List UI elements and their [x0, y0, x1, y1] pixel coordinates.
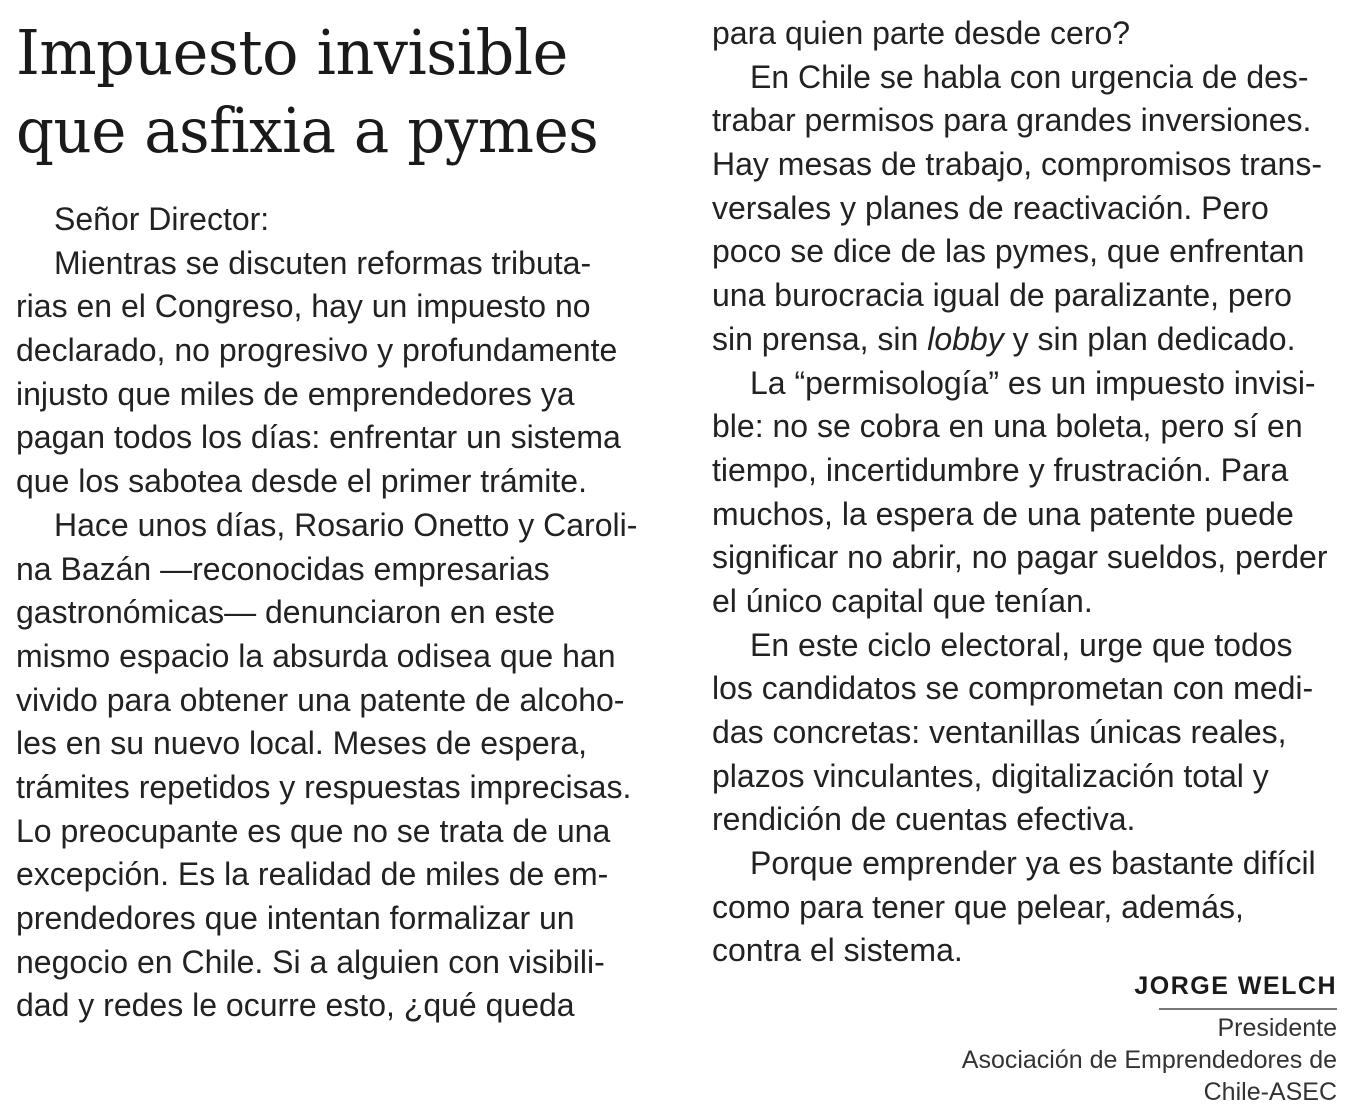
text-line: sin prensa, sin lobby y sin plan dedicado.	[712, 320, 1296, 357]
text-line: excepción. Es la realidad de miles de em-	[16, 856, 609, 893]
text-line: que los sabotea desde el primer trámite.	[16, 463, 587, 500]
text-line: para quien parte desde cero?	[712, 15, 1131, 51]
text-line: injusto que miles de emprendedores ya	[16, 375, 575, 412]
text-line: En Chile se habla con urgencia de des-	[750, 58, 1309, 95]
text-line: prendedores que intentan formalizar un	[16, 900, 575, 936]
text-line: ble: no se cobra en una boleta, pero sí en	[712, 408, 1303, 445]
text-line: tiempo, incertidumbre y frustración. Para	[712, 451, 1289, 488]
text-line: Porque emprender ya es bastante difícil	[750, 845, 1316, 882]
text-line: Lo preocupante es que no se trata de una	[16, 812, 611, 849]
text-line: na Bazán —reconocidas empresarias	[16, 550, 550, 587]
text-line: plazos vinculantes, digitalización total y	[712, 757, 1269, 794]
text-line: versales y planes de reactivación. Pero	[712, 189, 1269, 226]
text-line: como para tener que pelear, además,	[712, 888, 1244, 925]
text-line: vivido para obtener una patente de alcoho-	[16, 681, 625, 718]
author-role: Presidente	[1217, 1014, 1337, 1042]
text-line: La “permisología” es un impuesto invisi-	[750, 364, 1316, 401]
text-line: los candidatos se comprometan con medi-	[712, 670, 1314, 707]
text-line: trámites repetidos y respuestas imprecisas.	[16, 768, 632, 805]
text-line: trabar permisos para grandes inversiones.	[712, 102, 1312, 139]
author-organization: Asociación de Emprendedores de Chile-ASEC	[961, 1046, 1337, 1106]
author-name: JORGE WELCH	[1134, 972, 1337, 1000]
text-line: rendición de cuentas efectiva.	[712, 801, 1136, 838]
text-line: dad y redes le ocurre esto, ¿qué queda	[16, 987, 575, 1024]
text-line: una burocracia igual de paralizante, pero	[712, 277, 1292, 314]
left-column	[16, 198, 656, 1028]
article-title	[16, 14, 656, 170]
text-line: rias en el Congreso, hay un impuesto no	[16, 288, 591, 325]
text-line: muchos, la espera de una patente puede	[712, 495, 1294, 532]
text-line: pagan todos los días: enfrentar un sistema	[16, 419, 621, 456]
signature-block	[937, 968, 1337, 1108]
text-line: contra el sistema.	[712, 932, 963, 969]
text-line: mismo espacio la absurda odisea que han	[16, 637, 616, 674]
text-line: En este ciclo electoral, urge que todos	[750, 626, 1293, 663]
text-line: Hace unos días, Rosario Onetto y Caroli-	[54, 506, 638, 543]
text-line: gastronómicas— denunciaron en este	[16, 594, 555, 631]
text-line: declarado, no progresivo y profundamente	[16, 332, 618, 369]
text-line: Mientras se discuten reformas tributa-	[54, 244, 592, 281]
text-line: das concretas: ventanillas únicas reales,	[712, 714, 1287, 750]
text-line: el único capital que tenían.	[712, 582, 1093, 619]
text-line: significar no abrir, no pagar sueldos, perder	[712, 539, 1328, 576]
text-line: Señor Director:	[54, 201, 270, 237]
signature-divider	[1159, 1008, 1337, 1010]
text-line: Hay mesas de trabajo, compromisos trans-	[712, 146, 1322, 183]
text-line: les en su nuevo local. Meses de espera,	[16, 725, 587, 762]
text-line: poco se dice de las pymes, que enfrentan	[712, 233, 1305, 270]
title-line-1: Impuesto invisible	[16, 16, 568, 89]
title-line-2: que asfixia a pymes	[16, 94, 599, 167]
text-line: negocio en Chile. Si a alguien con visibili-	[16, 943, 605, 980]
right-column	[712, 12, 1352, 973]
